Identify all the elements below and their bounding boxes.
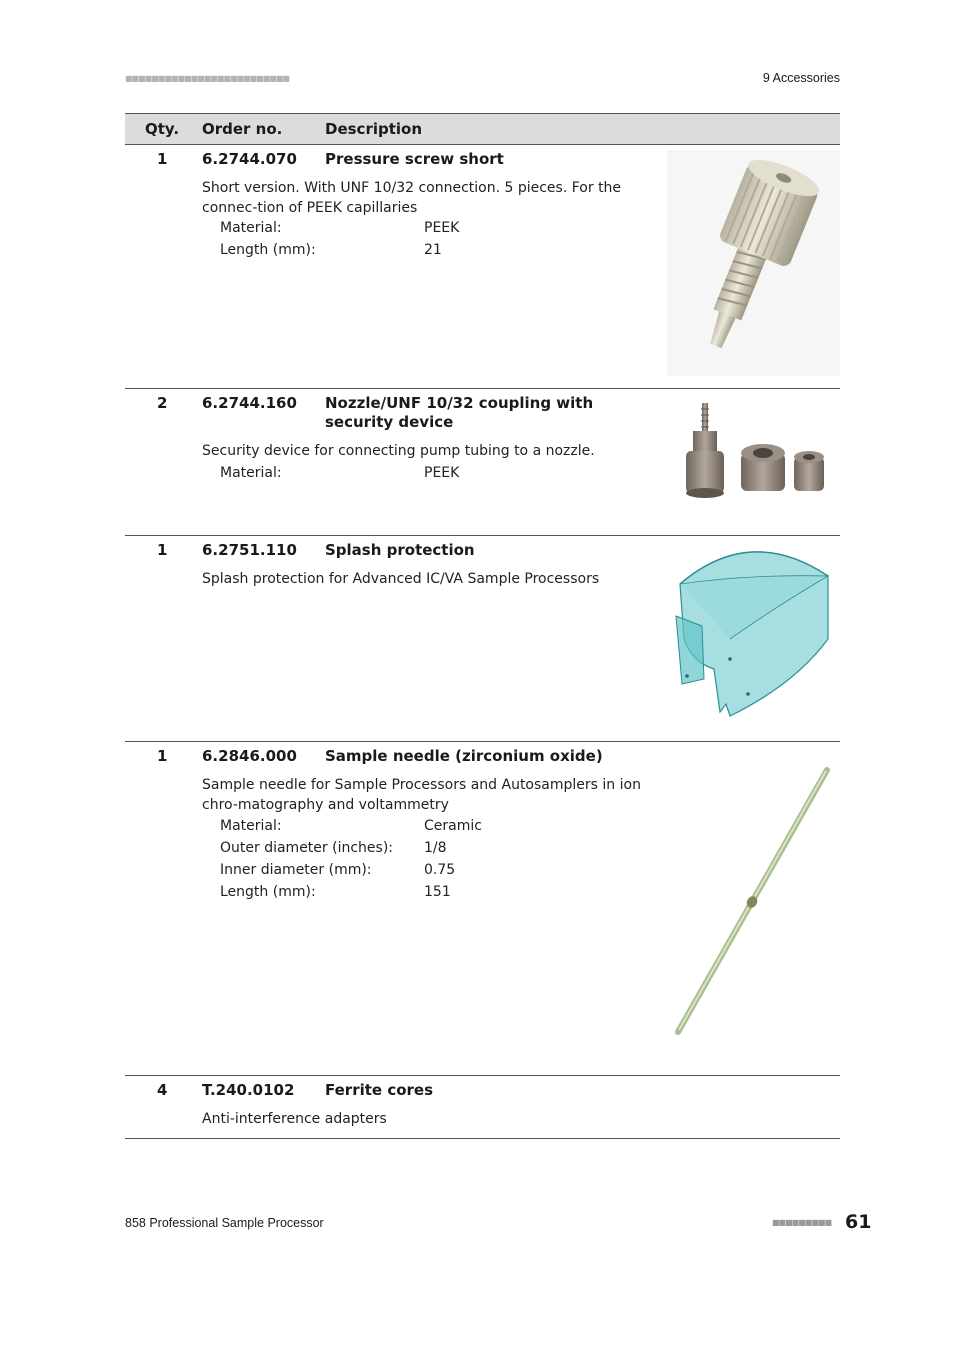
header-decoration: ■■■■■■■■■■■■■■■■■■■■■■■■■ <box>125 74 289 83</box>
table-row <box>125 145 840 389</box>
row-description: Splash protection for Advanced IC/VA Sample Processors <box>202 571 600 587</box>
property-key: Length (mm): <box>220 884 316 900</box>
property-key: Outer diameter (inches): <box>220 840 393 856</box>
property-value: PEEK <box>424 465 460 481</box>
property-value: 151 <box>424 884 451 900</box>
row-title: Sample needle (zirconium oxide) <box>325 747 603 765</box>
row-order-no: 6.2744.070 <box>202 150 297 168</box>
row-qty: 2 <box>157 394 168 412</box>
header-order: Order no. <box>202 120 283 138</box>
property-value: Ceramic <box>424 818 482 834</box>
row-title: Splash protection <box>325 541 475 559</box>
table-row <box>125 742 840 1076</box>
section-title: 9 Accessories <box>762 71 840 85</box>
row-properties <box>220 465 560 487</box>
property-row <box>220 884 560 906</box>
property-row <box>220 862 560 884</box>
row-qty: 1 <box>157 747 168 765</box>
footer-decoration: ■■■■■■■■■ <box>772 1218 832 1227</box>
property-value: 1/8 <box>424 840 447 856</box>
table-header <box>125 113 840 145</box>
property-value: PEEK <box>424 220 460 236</box>
property-key: Material: <box>220 220 282 236</box>
row-title: Ferrite cores <box>325 1081 434 1099</box>
accessories-table <box>125 113 840 1139</box>
header-qty: Qty. <box>145 120 180 138</box>
property-row <box>220 242 560 264</box>
row-order-no: 6.2744.160 <box>202 394 297 412</box>
header-description: Description <box>325 120 423 138</box>
property-key: Material: <box>220 465 282 481</box>
row-description: Short version. With UNF 10/32 connection. 5 pieces. For the connec-tion of PEEK capillaries <box>202 180 622 216</box>
splash-protection-image <box>670 544 835 729</box>
row-description: Anti-interference adapters <box>202 1111 387 1127</box>
property-key: Inner diameter (mm): <box>220 862 372 878</box>
row-properties <box>220 818 560 906</box>
property-row <box>220 840 560 862</box>
row-description: Sample needle for Sample Processors and Autosamplers in ion chro-matography and voltammetry <box>202 777 641 813</box>
row-order-no: 6.2751.110 <box>202 541 297 559</box>
table-row <box>125 536 840 742</box>
row-description: Security device for connecting pump tubing to a nozzle. <box>202 443 595 459</box>
row-qty: 4 <box>157 1081 168 1099</box>
row-order-no: 6.2846.000 <box>202 747 297 765</box>
row-qty: 1 <box>157 150 168 168</box>
property-value: 0.75 <box>424 862 456 878</box>
table-row <box>125 1076 840 1139</box>
sample-needle-image <box>670 762 835 1042</box>
row-title: Nozzle/UNF 10/32 coupling with security device <box>325 394 594 431</box>
page-number: 61 <box>845 1211 872 1233</box>
row-properties <box>220 220 560 264</box>
property-row <box>220 818 560 840</box>
property-key: Length (mm): <box>220 242 316 258</box>
property-value: 21 <box>424 242 442 258</box>
footer-product-title: 858 Professional Sample Processor <box>125 1216 324 1230</box>
property-row <box>220 465 560 487</box>
property-row <box>220 220 560 242</box>
pressure-screw-image <box>667 150 840 376</box>
table-row <box>125 389 840 536</box>
row-order-no: T.240.0102 <box>202 1081 295 1099</box>
row-title: Pressure screw short <box>325 150 504 168</box>
row-qty: 1 <box>157 541 168 559</box>
nozzle-coupling-image <box>680 401 830 501</box>
property-key: Material: <box>220 818 282 834</box>
